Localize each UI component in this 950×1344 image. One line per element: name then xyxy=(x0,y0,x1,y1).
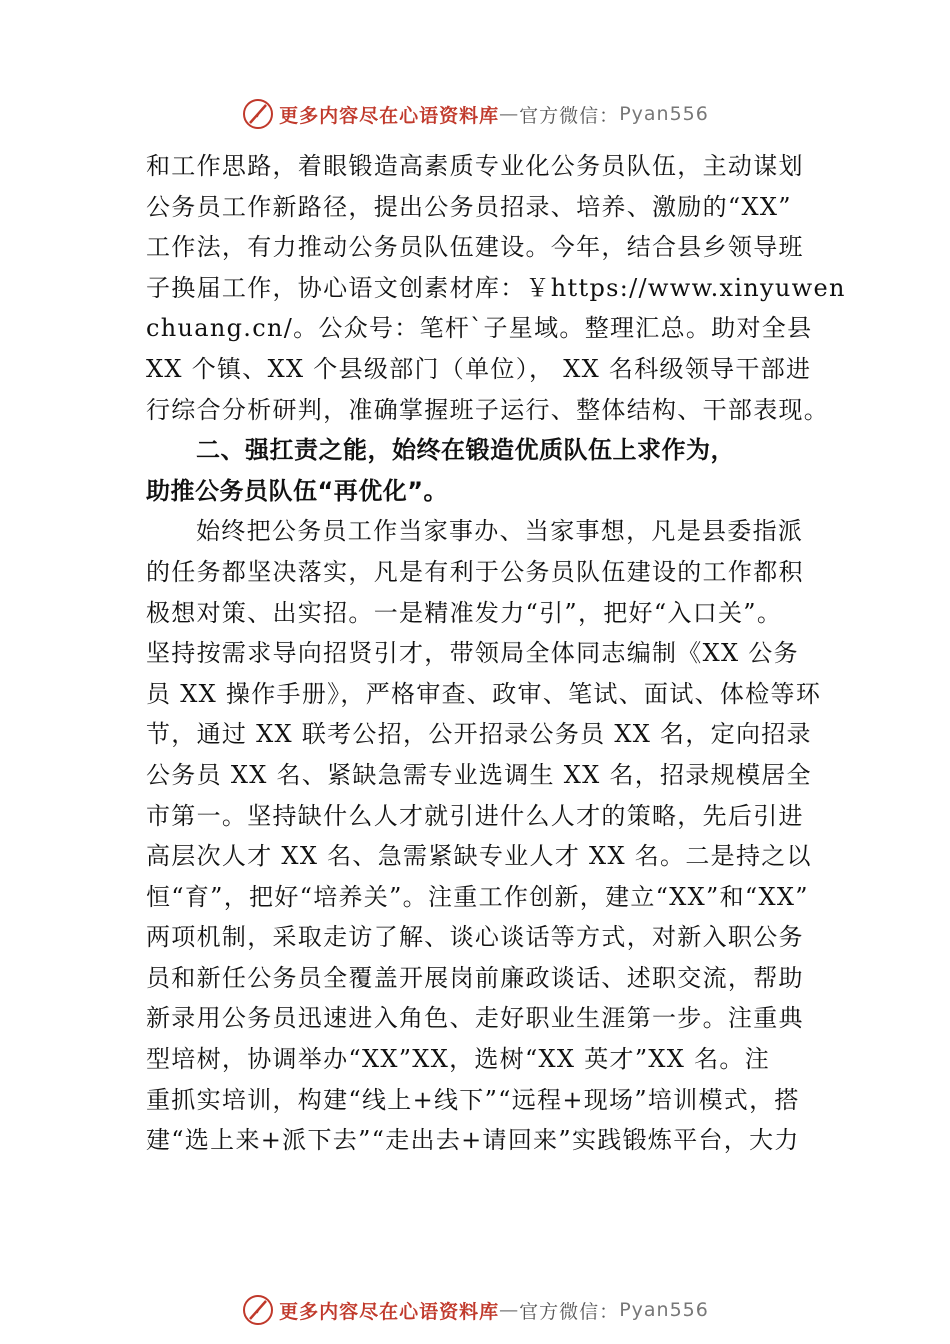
text-line: XX 个镇、XX 个县级部门（单位）， XX 名科级领导干部进 xyxy=(146,354,812,383)
text-line: 工作法，有力推动公务员队伍建设。今年，结合县乡领导班 xyxy=(146,233,804,262)
banner-brand: 更多内容尽在心语资料库 xyxy=(279,1300,500,1323)
banner-brand: 更多内容尽在心语资料库 xyxy=(279,104,500,127)
text-line: 的任务都坚决落实，凡是有利于公务员队伍建设的工作都积 xyxy=(146,557,804,586)
text-line: 行综合分析研判，准确掌握班子运行、整体结构、干部表现。 xyxy=(146,395,830,424)
text-line: 市第一。坚持缺什么人才就引进什么人才的策略，先后引进 xyxy=(146,801,804,830)
text-line: 型培树，协调举办“XX”XX，选树“XX 英才”XX 名。注 xyxy=(146,1045,771,1074)
document-body xyxy=(146,146,846,1161)
banner-wechat-id: Pyan556 xyxy=(619,1299,709,1321)
quill-logo-icon xyxy=(241,1293,275,1327)
section-heading-cont: 助推公务员队伍“再优化”。 xyxy=(146,476,449,505)
text-line: 坚持按需求导向招贤引才，带领局全体同志编制《XX 公务 xyxy=(146,639,799,668)
text-line: 恒“育”，把好“培养关”。注重工作创新，建立“XX”和“XX” xyxy=(146,882,809,911)
banner-sub: 官方微信： xyxy=(519,104,620,127)
text-line: 极想对策、出实招。一是精准发力“引”，把好“入口关”。 xyxy=(146,598,783,627)
text-line: 高层次人才 XX 名、急需紧缺专业人才 XX 名。二是持之以 xyxy=(146,842,812,871)
banner-wechat-id: Pyan556 xyxy=(619,103,709,125)
text-line: 节，通过 XX 联考公招，公开招录公务员 XX 名，定向招录 xyxy=(146,720,812,749)
text-line: 子换届工作，协心语文创素材库：￥https://www.xinyuwen xyxy=(146,273,846,302)
text-line: 始终把公务员工作当家事办、当家事想，凡是县委指派 xyxy=(196,517,804,546)
quill-logo-icon xyxy=(241,97,275,131)
text-line: 重抓实培训，构建“线上+线下”“远程+现场”培训模式，搭 xyxy=(146,1085,800,1114)
text-line: 公务员 XX 名、紧缺急需专业选调生 XX 名，招录规模居全 xyxy=(146,760,812,789)
text-line: 员和新任公务员全覆盖开展岗前廉政谈话、述职交流，帮助 xyxy=(146,963,804,992)
text-line: 两项机制，采取走访了解、谈心谈话等方式，对新入职公务 xyxy=(146,923,804,952)
text-line: 建“选上来+派下去”“走出去+请回来”实践锻炼平台，大力 xyxy=(146,1126,800,1155)
text-line: 新录用公务员迅速进入角色、走好职业生涯第一步。注重典 xyxy=(146,1004,804,1033)
header-watermark xyxy=(0,94,950,134)
section-heading: 二、强扛责之能，始终在锻造优质队伍上求作为， xyxy=(196,436,735,465)
banner-sub: 官方微信： xyxy=(519,1300,620,1323)
footer-watermark xyxy=(0,1290,950,1330)
banner-dash: — xyxy=(499,1299,520,1321)
text-line: 和工作思路，着眼锻造高素质专业化公务员队伍，主动谋划 xyxy=(146,152,804,180)
text-line: 员 XX 操作手册》，严格审查、政审、笔试、面试、体检等环 xyxy=(146,679,822,708)
text-line: 公务员工作新路径，提出公务员招录、培养、激励的“XX” xyxy=(146,192,792,221)
banner-dash: — xyxy=(499,103,520,125)
text-line: chuang.cn/。公众号：笔杆`子星域。整理汇总。助对全县 xyxy=(146,314,813,343)
